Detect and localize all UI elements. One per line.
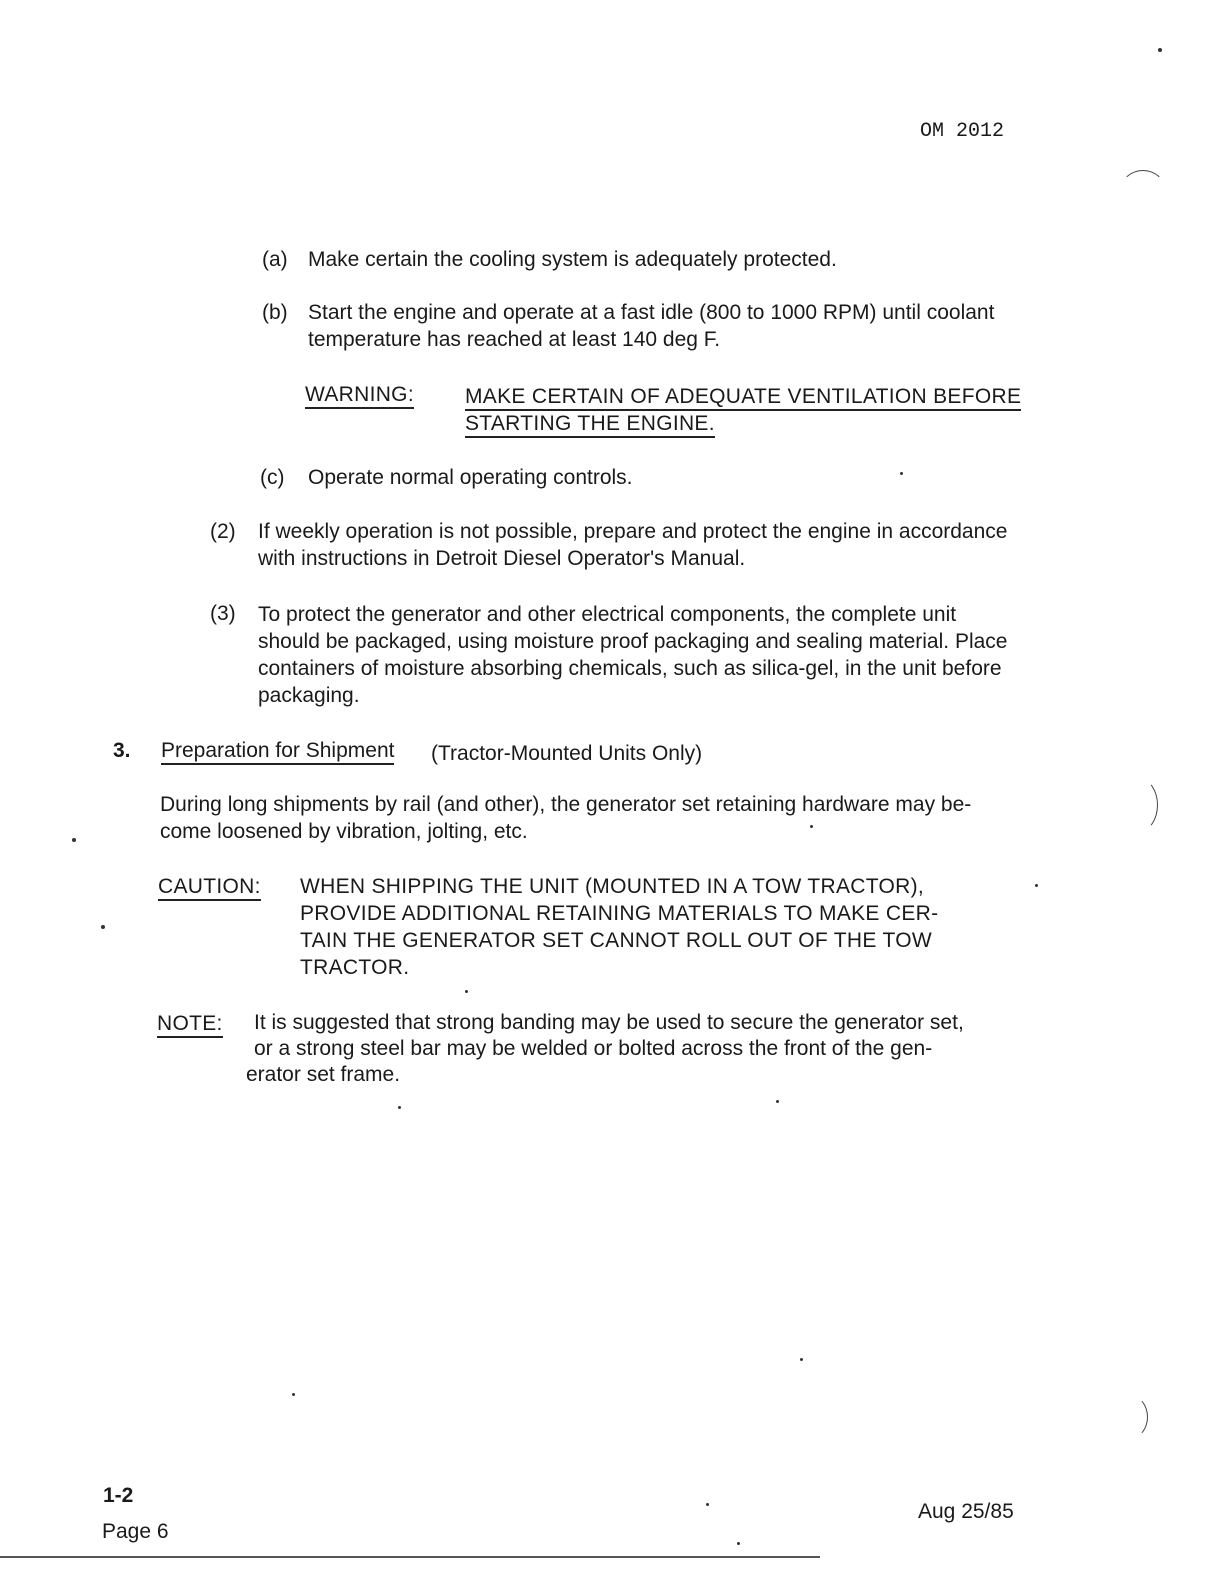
note-line: It is suggested that strong banding may be used to secure the generator set, — [254, 1011, 964, 1034]
scan-speck — [1035, 884, 1038, 887]
note-label: NOTE: — [157, 1012, 223, 1038]
item-3-marker: (3) — [210, 602, 236, 625]
note-line: erator set frame. — [246, 1063, 401, 1086]
scan-speck — [737, 1542, 740, 1545]
scan-speck — [292, 1393, 295, 1396]
section-body-line: come loosened by vibration, jolting, etc. — [160, 820, 528, 843]
scan-speck — [800, 1358, 803, 1361]
warning-line: STARTING THE ENGINE. — [465, 412, 715, 438]
section-number: 3. — [113, 739, 131, 762]
item-b-marker: (b) — [262, 301, 288, 324]
item-3-text — [258, 601, 1007, 709]
item-3-line: containers of moisture absorbing chemicals, such as silica-gel, in the unit before — [258, 657, 1002, 680]
caution-line: TAIN THE GENERATOR SET CANNOT ROLL OUT OF THE TOW — [300, 929, 932, 952]
section-body-line: During long shipments by rail (and other), the generator set retaining hardware may be- — [160, 793, 972, 816]
item-2-line: with instructions in Detroit Diesel Operator's Manual. — [258, 547, 746, 570]
footer-date: Aug 25/85 — [918, 1500, 1014, 1523]
item-2-line: If weekly operation is not possible, prepare and protect the engine in accordance — [258, 520, 1008, 543]
note-label-wrap — [157, 1010, 223, 1037]
note-line: or a strong steel bar may be welded or bolted across the front of the gen- — [254, 1037, 933, 1060]
item-a-text: Make certain the cooling system is adequately protected. — [308, 248, 837, 271]
scan-speck — [465, 990, 468, 993]
item-2-text — [258, 518, 1007, 572]
item-b-line: Start the engine and operate at a fast idle (800 to 1000 RPM) until coolant — [308, 301, 995, 324]
item-3-line: packaging. — [258, 684, 360, 707]
item-2-marker: (2) — [210, 520, 236, 543]
warning-line-wrap — [465, 383, 1021, 410]
footer-section: 1-2 — [103, 1484, 134, 1507]
warning-text — [465, 383, 1021, 437]
note-text — [246, 1010, 964, 1088]
scan-speck — [706, 1503, 709, 1506]
scan-mark — [1120, 170, 1166, 212]
section-title: Preparation for Shipment — [161, 739, 394, 765]
item-b-text — [308, 299, 994, 353]
scan-mark — [1120, 778, 1158, 832]
caution-line: PROVIDE ADDITIONAL RETAINING MATERIALS TO MAKE CER- — [300, 902, 939, 925]
scan-mark — [1112, 1395, 1148, 1439]
document-id: OM 2012 — [920, 120, 1005, 143]
scan-speck — [1158, 48, 1162, 52]
scan-speck — [900, 472, 903, 475]
caution-label-wrap — [158, 873, 261, 900]
caution-text — [300, 873, 938, 981]
section-title-wrap — [161, 737, 394, 764]
footer-page: Page 6 — [102, 1520, 169, 1543]
caution-line: TRACTOR. — [300, 956, 410, 979]
scan-speck — [101, 925, 105, 929]
warning-label: WARNING: — [305, 383, 414, 409]
bottom-edge-line — [0, 1556, 820, 1558]
warning-line: MAKE CERTAIN OF ADEQUATE VENTILATION BEFORE — [465, 385, 1021, 411]
caution-line: WHEN SHIPPING THE UNIT (MOUNTED IN A TOW TRACTOR), — [300, 875, 925, 898]
warning-line-wrap — [465, 410, 1021, 437]
section-subtitle: (Tractor-Mounted Units Only) — [431, 742, 703, 765]
scan-speck — [810, 825, 813, 828]
section-body — [160, 791, 971, 845]
item-a-marker: (a) — [262, 248, 288, 271]
scan-speck — [72, 838, 76, 842]
item-3-line: To protect the generator and other electrical components, the complete unit — [258, 603, 957, 626]
caution-label: CAUTION: — [158, 875, 261, 901]
item-b-line: temperature has reached at least 140 deg F. — [308, 328, 721, 351]
warning-label-wrap — [305, 381, 414, 408]
item-c-text: Operate normal operating controls. — [308, 466, 633, 489]
scan-speck — [398, 1106, 401, 1109]
item-c-marker: (c) — [260, 466, 285, 489]
scan-speck — [776, 1100, 779, 1103]
item-3-line: should be packaged, using moisture proof packaging and sealing material. Place — [258, 630, 1008, 653]
